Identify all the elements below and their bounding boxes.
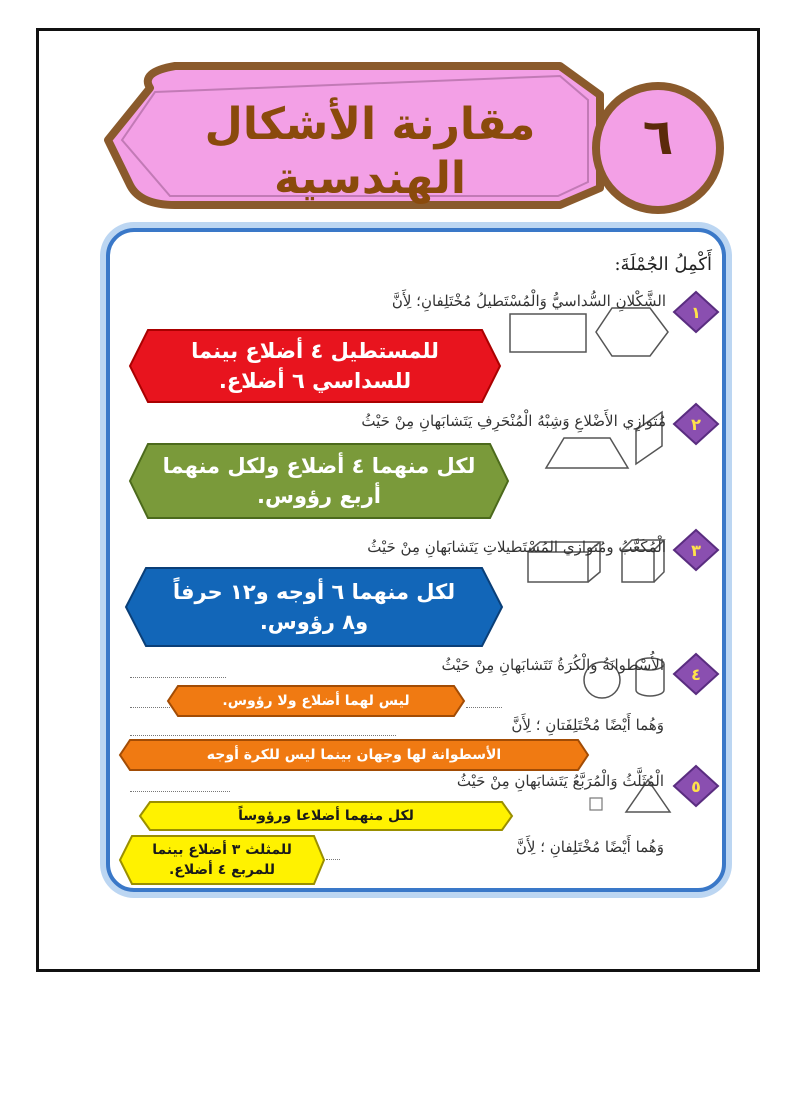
answer-1-line2: للسداسي ٦ أضلاع. xyxy=(218,369,412,393)
answer-5-text: لكل منهما أضلاعا ورؤوساً xyxy=(238,808,414,824)
page-title-line2: الهندسية xyxy=(274,153,466,204)
question-3-prompt: الْمُكَعَّبُ ومُتوازي المُسْتَطيلاتِ يَتَشابَهانِ مِنْ حَيْثُ xyxy=(367,538,666,556)
answer-5b-text xyxy=(118,834,326,886)
question-2-prompt: مُتوازِي الأَضْلاعِ وَشِبْهُ الْمُنْحَرِفِ يَتَشابَهانِ مِنْ حَيْثُ xyxy=(361,412,666,430)
rectangle-shape xyxy=(510,314,586,352)
lesson-number: ٦ xyxy=(642,108,674,166)
question-4-prompt-2: وَهُما أَيْضًا مُخْتَلِفَتانِ ؛ لِأَنَّ xyxy=(511,716,664,734)
question-number-1: ١ xyxy=(691,302,701,322)
answer-3-line1: لكل منهما ٦ أوجه و١٢ حرفاً xyxy=(172,580,456,604)
answer-3-text xyxy=(124,566,504,648)
answer-5b-line1: للمثلث ٣ أضلاع بينما xyxy=(152,842,292,858)
answer-4b-text: الأسطوانة لها وجهان بينما ليس للكرة أوجه xyxy=(206,747,502,763)
question-1-prompt: الشَّكْلانِ السُّداسيُّ وَالْمُسْتَطيلُ مُخْتَلِفانِ؛ لِأَنَّ xyxy=(391,292,666,310)
answer-2-text xyxy=(128,442,510,520)
answer-2-line2: أربع رؤوس. xyxy=(257,484,381,508)
answer-1-text xyxy=(128,328,502,404)
trapezoid-shape xyxy=(546,438,628,468)
page-title-line1: مقارنة الأشكال xyxy=(204,99,536,150)
question-number-4: ٤ xyxy=(691,664,701,684)
answer-3-line2: و٨ رؤوس. xyxy=(259,610,369,634)
answer-1-line1: للمستطيل ٤ أضلاع بينما xyxy=(191,339,439,363)
answer-4-text: ليس لهما أضلاع ولا رؤوس. xyxy=(222,693,410,709)
answer-2-line1: لكل منهما ٤ أضلاع ولكل منهما xyxy=(162,454,476,478)
question-5-prompt-2: وَهُما أَيْضًا مُخْتَلِفانِ ؛ لِأَنَّ xyxy=(515,838,664,856)
question-number-2: ٢ xyxy=(691,414,701,434)
question-number-3: ٣ xyxy=(691,540,701,560)
answer-line-dots xyxy=(130,676,226,678)
answer-line-dots xyxy=(466,706,502,708)
instruction-heading: أَكْمِلُ الجُمْلَةَ: xyxy=(614,254,712,275)
answer-line-dots xyxy=(326,858,340,860)
answer-line-dots xyxy=(130,734,396,736)
question-4-prompt: الأُسْطوانَةُ وَالْكُرَةُ تَتَشابَهانِ مِنْ حَيْثُ xyxy=(441,656,664,674)
hexagon-shape xyxy=(596,308,668,356)
question-5-prompt: الْمُثَلَّثُ وَالْمُرَبَّعُ يَتَشابَهانِ مِنْ حَيْثُ xyxy=(456,772,664,790)
square-shape xyxy=(590,798,602,810)
answer-line-dots xyxy=(130,790,230,792)
question-number-5: ٥ xyxy=(691,776,701,796)
answer-line-dots xyxy=(130,706,170,708)
answer-5b-line2: للمربع ٤ أضلاع. xyxy=(168,862,276,878)
